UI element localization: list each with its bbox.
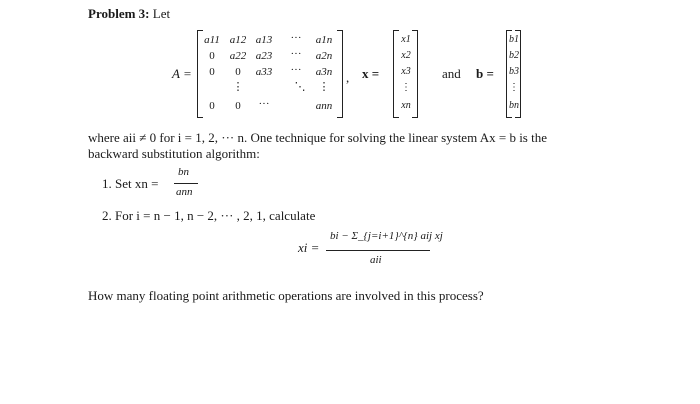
vector-x-label-text: x = bbox=[362, 66, 380, 81]
matrix-a-cell: 0 bbox=[209, 66, 215, 78]
step-2-numerator: bi − Σ_{j=i+1}^{n} aij xj bbox=[330, 230, 443, 242]
matrix-a-cell: 0 bbox=[209, 100, 215, 112]
problem-heading bbox=[88, 6, 170, 22]
matrix-a-cell: a11 bbox=[204, 34, 220, 46]
matrix-a-label: A = bbox=[172, 66, 192, 81]
step-2-lhs: xi = bbox=[298, 240, 320, 255]
vector-x-vdots: ⋮ bbox=[401, 82, 411, 93]
step-2-text: 2. For i = n − 1, n − 2, ··· , 2, 1, calculate bbox=[102, 208, 316, 223]
description-line-2: backward substitution algorithm: bbox=[88, 146, 260, 161]
conjunction-text: and bbox=[442, 66, 461, 81]
vector-x-entry: x2 bbox=[401, 50, 411, 61]
matrix-a-vdots: ⋮ bbox=[318, 81, 330, 93]
matrix-a-vdots: ⋮ bbox=[232, 81, 244, 93]
vector-x-entry: x3 bbox=[401, 66, 411, 77]
matrix-a-ddots: ⋱ bbox=[294, 81, 306, 93]
matrix-a-cell: a3n bbox=[315, 66, 333, 78]
matrix-a-cell: 0 bbox=[209, 50, 215, 62]
problem-number: Problem 3: bbox=[88, 6, 150, 21]
comma: , bbox=[346, 70, 350, 85]
matrix-a-cell: a33 bbox=[255, 66, 273, 78]
vector-x-entry: xn bbox=[401, 100, 411, 111]
matrix-a-cell: ann bbox=[315, 100, 333, 112]
matrix-a-cell: a2n bbox=[315, 50, 333, 62]
matrix-a-cell: ··· bbox=[290, 64, 302, 76]
matrix-a-cell: a1n bbox=[315, 34, 333, 46]
matrix-a-cell: a13 bbox=[255, 34, 273, 46]
matrix-a-cell: ··· bbox=[290, 48, 302, 60]
step-1-fraction-line bbox=[174, 183, 198, 184]
step-1-denominator: ann bbox=[176, 186, 193, 198]
matrix-a-cell: ··· bbox=[258, 98, 270, 110]
matrix-a-cell: a12 bbox=[229, 34, 247, 46]
matrix-a-cell: ··· bbox=[290, 32, 302, 44]
description-line-1: where aii ≠ 0 for i = 1, 2, ··· n. One technique for solving the linear system Ax = b is the bbox=[88, 130, 547, 145]
vector-b-entry: b1 bbox=[509, 34, 519, 45]
problem-intro: Let bbox=[152, 6, 171, 21]
matrix-a-cell: a23 bbox=[255, 50, 273, 62]
matrix-a-right-bracket bbox=[337, 30, 343, 118]
matrix-a-cell: 0 bbox=[235, 100, 241, 112]
step-1-numerator: bn bbox=[178, 166, 189, 178]
question-text: How many floating point arithmetic operations are involved in this process? bbox=[88, 288, 484, 303]
vector-b-entry: b3 bbox=[509, 66, 519, 77]
step-1-label: 1. Set xn = bbox=[102, 176, 159, 191]
vector-b-entry: b2 bbox=[509, 50, 519, 61]
vector-x-label bbox=[362, 66, 379, 82]
vector-b-entry: bn bbox=[509, 100, 519, 111]
matrix-a-cell: 0 bbox=[235, 66, 241, 78]
step-2-fraction-line bbox=[326, 250, 430, 251]
vector-b-vdots: ⋮ bbox=[509, 82, 519, 93]
step-2-denominator: aii bbox=[370, 254, 382, 266]
matrix-a-cell: a22 bbox=[229, 50, 247, 62]
vector-b-label: b = bbox=[476, 66, 494, 81]
vector-x-entry: x1 bbox=[401, 34, 411, 45]
